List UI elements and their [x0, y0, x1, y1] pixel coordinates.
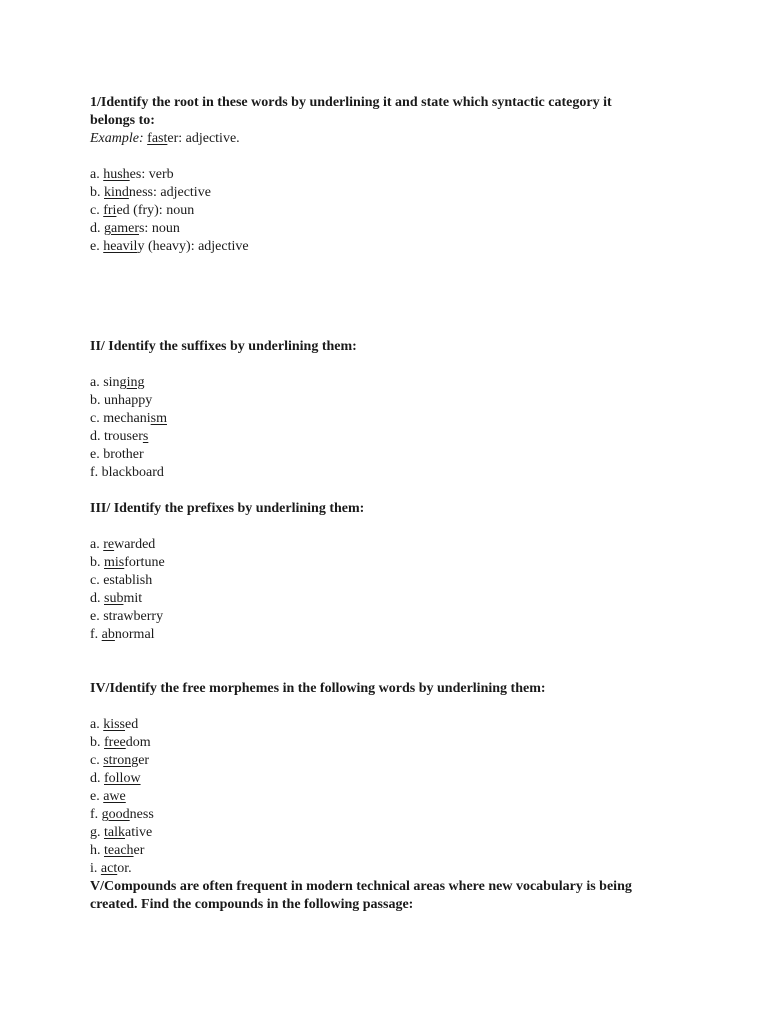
item-text: unhappy — [104, 393, 153, 408]
item-letter: f. — [90, 807, 99, 822]
item-letter: b. — [90, 555, 101, 570]
item-letter: g. — [90, 825, 101, 840]
section-5-heading: V/Compounds are often frequent in modern technical areas where new vocabulary is being — [90, 879, 632, 894]
prefix-underlined: ab — [101, 627, 115, 642]
prefix-underlined: sub — [104, 591, 124, 606]
example-line — [90, 130, 690, 148]
list-item — [90, 824, 690, 842]
item-letter: i. — [90, 861, 98, 876]
item-letter: a. — [90, 375, 100, 390]
list-item — [90, 842, 690, 860]
root-underlined: hush — [103, 167, 130, 182]
item-rest: es: verb — [129, 167, 174, 182]
list-item — [90, 410, 690, 428]
list-item — [90, 572, 690, 590]
free-morpheme-underlined: strong — [103, 753, 139, 768]
item-rest: s: noun — [138, 221, 180, 236]
item-rest: normal — [114, 627, 155, 642]
section-5-heading-cont: created. Find the compounds in the following passage: — [90, 897, 414, 912]
list-item — [90, 608, 690, 626]
item-letter: a. — [90, 537, 100, 552]
root-underlined: gamer — [104, 221, 139, 236]
section-5 — [90, 878, 690, 914]
list-item — [90, 806, 690, 824]
section-4-heading: IV/Identify the free morphemes in the following words by underlining them: — [90, 681, 546, 696]
list-item — [90, 752, 690, 770]
item-rest: y (heavy): adjective — [137, 239, 249, 254]
worksheet-page — [90, 94, 690, 914]
section-4-list — [90, 716, 690, 878]
list-item — [90, 554, 690, 572]
item-letter: d. — [90, 221, 101, 236]
item-letter: c. — [90, 573, 100, 588]
item-letter: d. — [90, 591, 101, 606]
item-rest: mit — [123, 591, 143, 606]
section-2-list — [90, 374, 690, 482]
section-3-list — [90, 536, 690, 644]
list-item — [90, 716, 690, 734]
item-letter: b. — [90, 735, 101, 750]
list-item — [90, 184, 690, 202]
suffix-underlined: ing — [126, 375, 145, 390]
suffix-underlined: s — [142, 429, 149, 444]
list-item — [90, 734, 690, 752]
section-1-heading-cont: belongs to: — [90, 113, 155, 128]
list-item — [90, 536, 690, 554]
item-rest: ness — [129, 807, 154, 822]
item-letter: e. — [90, 447, 100, 462]
item-rest: er — [138, 753, 150, 768]
item-text: establish — [103, 573, 153, 588]
item-text: sing — [103, 375, 127, 390]
item-rest: ed (fry): noun — [116, 203, 195, 218]
item-letter: e. — [90, 609, 100, 624]
item-letter: e. — [90, 789, 100, 804]
list-item — [90, 392, 690, 410]
list-item — [90, 220, 690, 238]
section-1-heading: 1/Identify the root in these words by underlining it and state which syntactic category it — [90, 95, 612, 110]
list-item — [90, 860, 690, 878]
list-item — [90, 590, 690, 608]
item-letter: c. — [90, 203, 100, 218]
item-rest: fortune — [124, 555, 165, 570]
list-item — [90, 238, 690, 256]
section-3-heading: III/ Identify the prefixes by underlining them: — [90, 501, 365, 516]
item-text: strawberry — [103, 609, 164, 624]
section-2 — [90, 338, 690, 482]
suffix-underlined: sm — [150, 411, 167, 426]
item-letter: f. — [90, 627, 99, 642]
item-text: mechani — [103, 411, 151, 426]
example-label: Example: — [90, 131, 144, 146]
example-root: fast — [147, 131, 168, 146]
list-item — [90, 428, 690, 446]
root-underlined: fri — [103, 203, 117, 218]
item-rest: ness: adjective — [128, 185, 211, 200]
item-rest: ed — [125, 717, 139, 732]
item-letter: e. — [90, 239, 100, 254]
free-morpheme-underlined: follow — [104, 771, 141, 786]
list-item — [90, 202, 690, 220]
item-letter: f. — [90, 465, 99, 480]
item-text: trouser — [104, 429, 143, 444]
section-1-list — [90, 166, 690, 256]
item-letter: d. — [90, 429, 101, 444]
free-morpheme-underlined: act — [100, 861, 118, 876]
root-underlined: heavil — [103, 239, 138, 254]
item-rest: or. — [117, 861, 132, 876]
item-letter: b. — [90, 185, 101, 200]
list-item — [90, 446, 690, 464]
free-morpheme-underlined: teach — [104, 843, 134, 858]
section-3 — [90, 500, 690, 644]
item-letter: c. — [90, 753, 100, 768]
item-rest: er — [133, 843, 145, 858]
item-rest: dom — [125, 735, 151, 750]
free-morpheme-underlined: free — [104, 735, 126, 750]
item-letter: c. — [90, 411, 100, 426]
prefix-underlined: re — [103, 537, 115, 552]
list-item — [90, 166, 690, 184]
list-item — [90, 788, 690, 806]
item-letter: d. — [90, 771, 101, 786]
item-letter: a. — [90, 167, 100, 182]
item-text: blackboard — [101, 465, 164, 480]
free-morpheme-underlined: talk — [104, 825, 125, 840]
section-4 — [90, 680, 690, 878]
free-morpheme-underlined: kiss — [103, 717, 126, 732]
item-letter: h. — [90, 843, 101, 858]
free-morpheme-underlined: awe — [103, 789, 126, 804]
free-morpheme-underlined: good — [101, 807, 130, 822]
example-rest: er: adjective. — [167, 131, 240, 146]
section-2-heading: II/ Identify the suffixes by underlining them: — [90, 339, 357, 354]
root-underlined: kind — [104, 185, 129, 200]
item-rest: warded — [114, 537, 156, 552]
prefix-underlined: mis — [104, 555, 125, 570]
list-item — [90, 626, 690, 644]
list-item — [90, 464, 690, 482]
item-letter: a. — [90, 717, 100, 732]
item-text: brother — [103, 447, 144, 462]
item-rest: ative — [125, 825, 153, 840]
list-item — [90, 374, 690, 392]
section-1 — [90, 94, 690, 256]
list-item — [90, 770, 690, 788]
item-letter: b. — [90, 393, 101, 408]
